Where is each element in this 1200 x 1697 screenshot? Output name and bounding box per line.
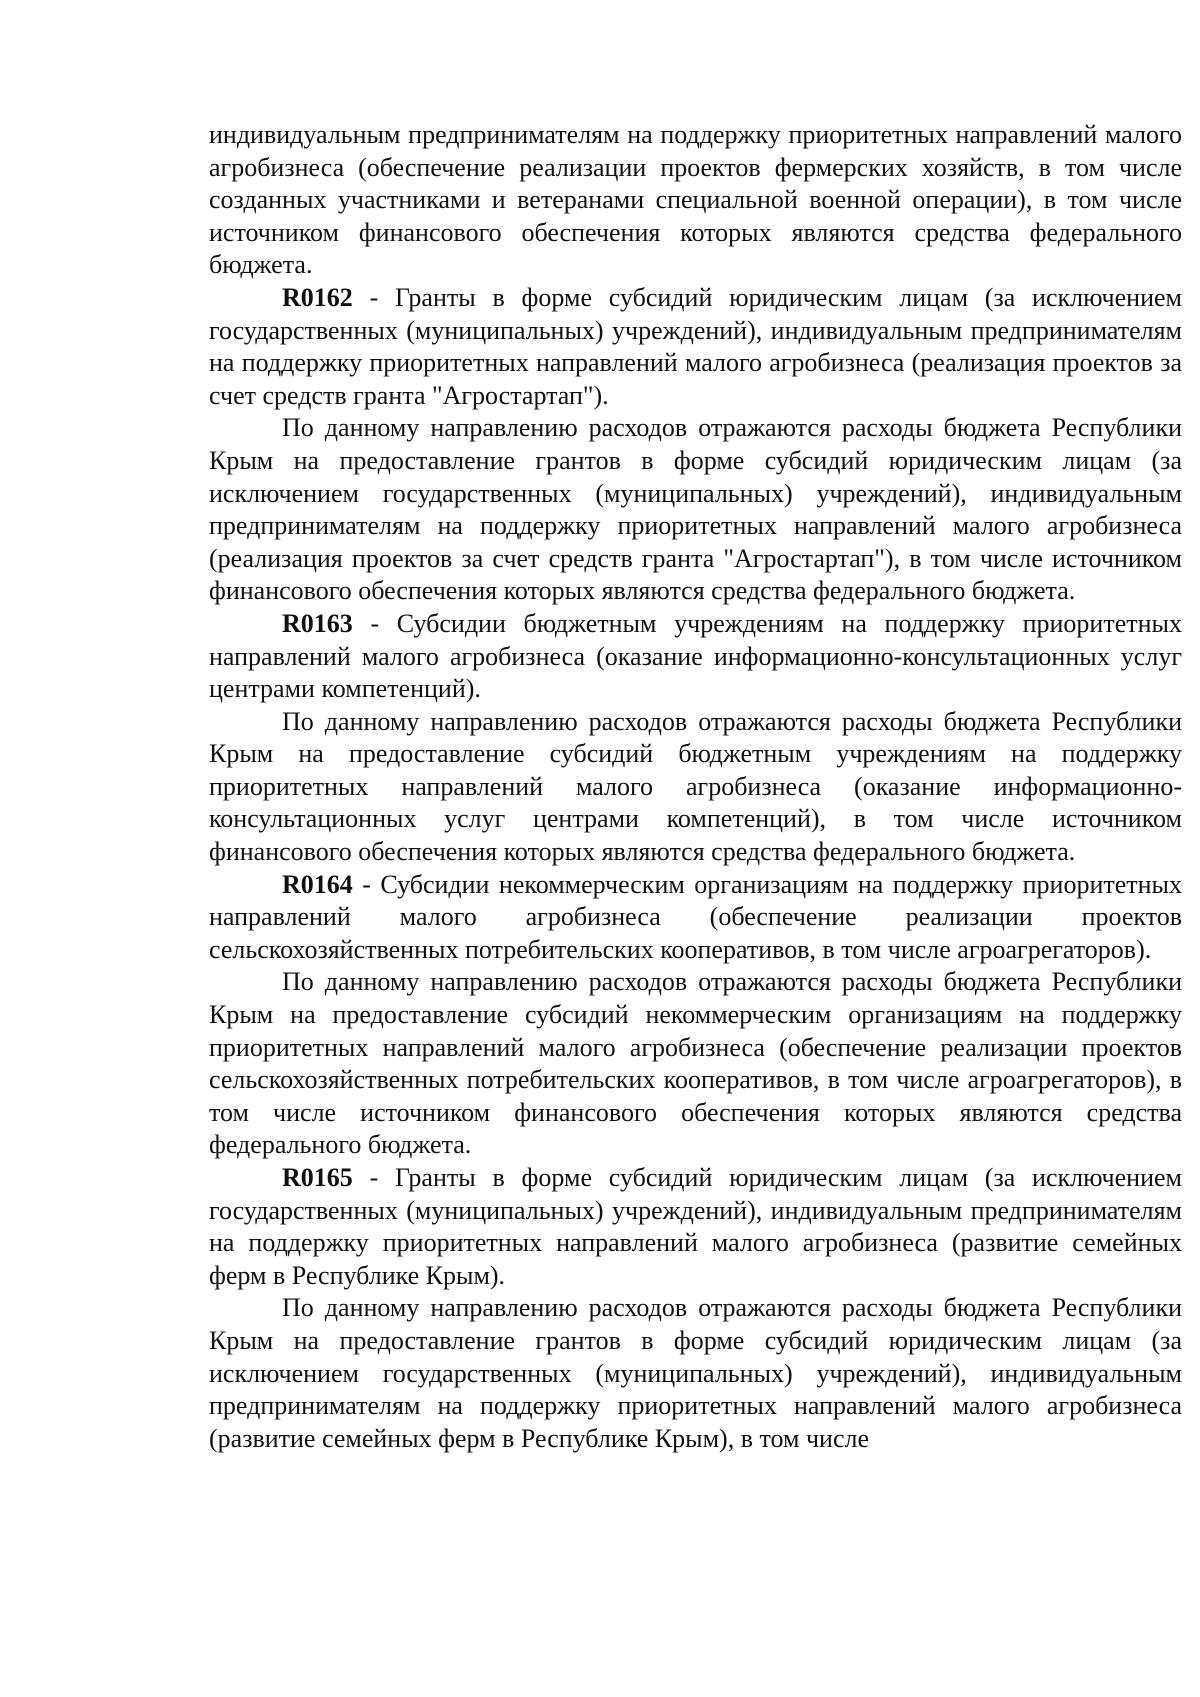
paragraph-continuation (209, 119, 1182, 282)
paragraph-r0164-description (209, 966, 1182, 1162)
paragraph-r0163 (209, 608, 1182, 706)
paragraph-r0165 (209, 1162, 1182, 1292)
expense-code: R0165 (282, 1163, 353, 1192)
paragraph-r0162 (209, 282, 1182, 412)
paragraph-text: - Гранты в форме субсидий юридическим лицам (за исключением государственных (муниципальных) учреждений), индивидуальным предпринимателям на поддержку приоритетных направлений малого агробизнеса (развитие семейных ферм в Республике Крым). (209, 1163, 1182, 1290)
expense-code: R0164 (282, 869, 353, 899)
paragraph-text: По данному направлению расходов отражаются расходы бюджета Республики Крым на предоставление грантов в форме субсидий юридическим лицам (за исключением государственных (муниципальных) учреждений), индивидуальным предпринимателям на поддержку приоритетных направлений малого агробизнеса (развитие семейных ферм в Республике Крым), в том числе (209, 1293, 1182, 1453)
paragraph-r0164 (209, 869, 1182, 967)
paragraph-text: индивидуальным предпринимателям на поддержку приоритетных направлений малого агробизнеса (обеспечение реализации проектов фермерских хозяйств, в том числе созданных участниками и ветеранами специальной военной операции), в том числе источником финансового обеспечения которых являются средства федерального бюджета. (209, 120, 1182, 280)
expense-code: R0162 (282, 282, 353, 312)
paragraph-r0163-description (209, 706, 1182, 869)
paragraph-text: - Субсидии бюджетным учреждениям на поддержку приоритетных направлений малого агробизнеса (оказание информационно-консультационных услуг центрами компетенций). (209, 608, 1182, 704)
paragraph-r0162-description (209, 412, 1182, 608)
paragraph-r0165-description (209, 1292, 1182, 1455)
paragraph-text: По данному направлению расходов отражаются расходы бюджета Республики Крым на предоставление грантов в форме субсидий юридическим лицам (за исключением государственных (муниципальных) учреждений), индивидуальным предпринимателям на поддержку приоритетных направлений малого агробизнеса (реализация проектов за счет средств гранта "Агростартап"), в том числе источником финансового обеспечения которых являются средства федерального бюджета. (209, 413, 1182, 606)
paragraph-text: По данному направлению расходов отражаются расходы бюджета Республики Крым на предоставление субсидий некоммерческим организациям на поддержку приоритетных направлений малого агробизнеса (обеспечение реализации проектов сельскохозяйственных потребительских кооперативов, в том числе агроагрегаторов), в том числе источником финансового обеспечения которых являются средства федерального бюджета. (209, 967, 1182, 1160)
document-body (209, 119, 1182, 1455)
expense-code: R0163 (282, 608, 353, 638)
paragraph-text: По данному направлению расходов отражаются расходы бюджета Республики Крым на предоставление субсидий бюджетным учреждениям на поддержку приоритетных направлений малого агробизнеса (оказание информационно-консультационных услуг центрами компетенций), в том числе источником финансового обеспечения которых являются средства федерального бюджета. (209, 706, 1182, 867)
paragraph-text: - Субсидии некоммерческим организациям на поддержку приоритетных направлений малого агробизнеса (обеспечение реализации проектов сельскохозяйственных потребительских кооперативов, в том числе агроагрегаторов). (209, 869, 1182, 964)
paragraph-text: - Гранты в форме субсидий юридическим лицам (за исключением государственных (муниципальных) учреждений), индивидуальным предпринимателям на поддержку приоритетных направлений малого агробизнеса (реализация проектов за счет средств гранта "Агростартап"). (209, 282, 1182, 410)
